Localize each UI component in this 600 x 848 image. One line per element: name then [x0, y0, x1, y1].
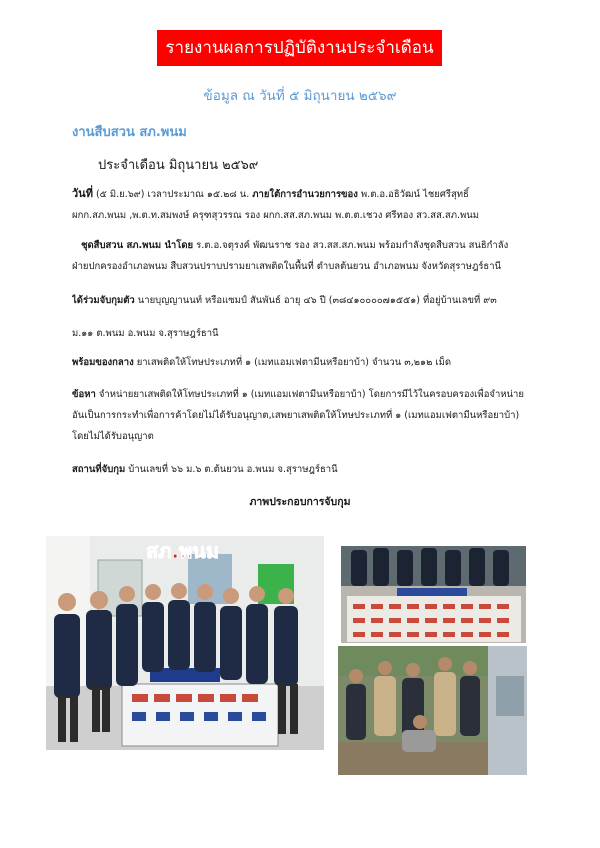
date-label: วันที่ [72, 187, 93, 200]
evidence-label: พร้อมของกลาง [72, 357, 134, 368]
date-paragraph [72, 183, 542, 226]
arrest-line-2: ม.๑๑ ต.พนม อ.พนม จ.สุราษฎร์ธานี [72, 328, 219, 339]
arrest-group-photo [46, 536, 324, 750]
charge-paragraph [72, 384, 542, 447]
date-line-1 [72, 183, 542, 205]
month-heading: ประจำเดือน มิถุนายน ๒๕๖๙ [98, 158, 259, 173]
report-date-subtitle: ข้อมูล ณ วันที่ ๕ มิถุนายน ๒๕๖๙ [203, 88, 397, 104]
place-label: สถานที่จับกุม [72, 464, 126, 475]
charge-line-1 [72, 384, 542, 405]
team-line-2: ฝ่ายปกครองอำเภอพนม สืบสวนปราบปรามยาเสพติดในพื้นที่ ตำบลต้นยวน อำเภอพนม จังหวัดสุราษฎร์ธานี [72, 261, 502, 272]
date-text: (๕ มิ.ย.๖๙) เวลาประมาณ ๑๕.๒๘ น. [92, 189, 253, 200]
evidence-line-1 [72, 352, 542, 373]
team-paragraph [72, 235, 542, 277]
arrest-line-1 [72, 290, 542, 311]
team-text: ร.ต.อ.จตุรงค์ พัฒนราช รอง สว.สส.สภ.พนม พร้อมกำลังชุดสืบสวน สนธิกำลัง [193, 240, 509, 251]
charge-text: จำหน่ายยาเสพติดให้โทษประเภทที่ ๑ (เมทแอมเฟตามีนหรือยาบ้า) โดยการมีไว้ในครอบครองเพื่อจำหน่าย [95, 389, 524, 400]
authority-text: พ.ต.อ.อธิวัฒน์ ไชยศรีสุทธิ์ [357, 189, 469, 200]
team-label: ชุดสืบสวน สภ.พนม นำโดย [81, 240, 194, 251]
place-text: บ้านเลขที่ ๖๖ ม.๖ ต.ต้นยวน อ.พนม จ.สุราษฎร์ธานี [125, 464, 338, 475]
arrest-paragraph [72, 290, 542, 311]
evidence-text: ยาเสพติดให้โทษประเภทที่ ๑ (เมทแอมเฟตามีนหรือยาบ้า) จำนวน ๓,๒๑๒ เม็ด [133, 357, 452, 368]
arrest-text: นายบุญญานนท์ หรือแซมป์ สันพันธ์ อายุ ๔๖ ปี (๓๘๔๑๐๐๐๐๗๑๕๕๑) ที่อยู่บ้านเลขที่ ๙๓ [134, 295, 497, 306]
unit-heading: งานสืบสวน สภ.พนม [72, 125, 187, 140]
charge-line-2: อันเป็นการกระทำเพื่อการค้าโดยไม่ได้รับอนุญาต,เสพยาเสพติดให้โทษประเภทที่ ๑ (เมทแอมเฟตามีนหรือยาบ้า) [72, 410, 520, 421]
photo-overlay-text: สภ.พนม [146, 539, 220, 563]
charge-label: ข้อหา [72, 389, 96, 400]
date-line-2: ผกก.สภ.พนม ,พ.ต.ท.สมพงษ์ ครุฑสุวรรณ รอง ผกก.สส.สภ.พนม พ.ต.ต.เชวง ศรีทอง สว.สส.สภ.พนม [72, 210, 480, 221]
photos-caption: ภาพประกอบการจับกุม [249, 496, 351, 508]
outdoor-arrest-photo [338, 646, 527, 775]
arrest-address [72, 323, 542, 344]
evidence-paragraph [72, 352, 542, 373]
arrest-label: ได้ร่วมจับกุมตัว [72, 295, 135, 306]
charge-line-3: โดยไม่ได้รับอนุญาต [72, 431, 154, 442]
place-line-1 [72, 459, 542, 480]
team-line-1 [72, 235, 542, 256]
place-paragraph [72, 459, 542, 480]
authority-label: ภายใต้การอำนวยการของ [252, 189, 358, 200]
report-banner: รายงานผลการปฏิบัติงานประจำเดือน [157, 30, 442, 66]
evidence-photo [341, 546, 526, 643]
